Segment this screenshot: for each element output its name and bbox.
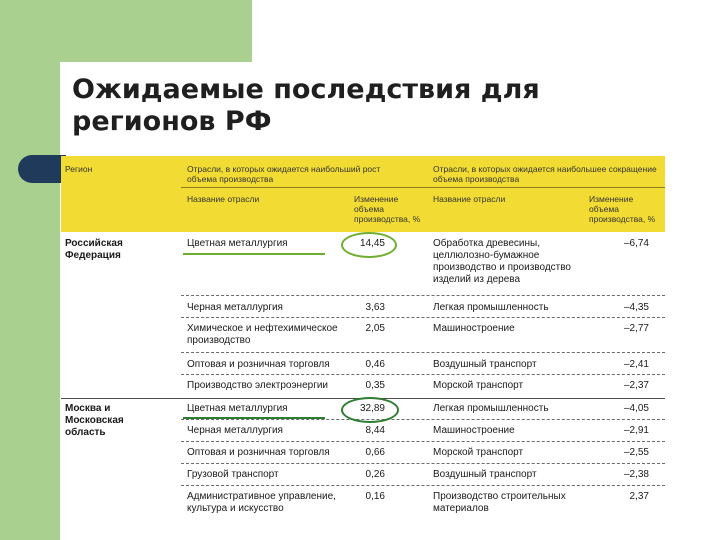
growth-value-cell: 0,16	[365, 491, 385, 502]
growth-value-cell: 0,26	[365, 469, 385, 480]
navy-accent-tab	[18, 155, 66, 183]
growth-value-cell: 2,05	[365, 323, 385, 334]
growth-value-cell: 8,44	[365, 425, 385, 436]
growth-name-cell: Черная металлургия	[187, 425, 283, 436]
header-divider	[181, 187, 665, 188]
decline-value-cell: –2,91	[623, 425, 649, 436]
growth-name-cell: Оптовая и розничная торговля	[187, 359, 330, 370]
decline-value-cell: –2,38	[623, 469, 649, 480]
slide-title: Ожидаемые последствия для регионов РФ	[72, 74, 540, 137]
row-divider	[181, 374, 665, 375]
decline-value-cell: 2,37	[629, 491, 649, 502]
row-divider	[181, 295, 665, 296]
region-label: Российская Федерация	[65, 238, 123, 261]
growth-name-cell: Черная металлургия	[187, 302, 283, 313]
header-region: Регион	[65, 164, 93, 174]
decline-name-cell: Машиностроение	[433, 323, 515, 334]
growth-name-cell: Административное управление, культура и искусство	[187, 491, 336, 514]
decline-name-cell: Воздушный транспорт	[433, 359, 537, 370]
highlight-underline	[183, 417, 325, 419]
growth-value-cell: 32,89	[359, 403, 385, 414]
growth-name-cell: Оптовая и розничная торговля	[187, 447, 330, 458]
highlight-circle	[341, 232, 397, 258]
header-growth-group: Отрасли, в которых ожидается наибольший рост объема производства	[187, 164, 381, 184]
growth-name-cell: Грузовой транспорт	[187, 469, 279, 480]
table-header	[61, 156, 665, 232]
highlight-circle	[341, 397, 399, 423]
growth-value-cell: 14,45	[359, 238, 385, 249]
decline-name-cell: Машиностроение	[433, 425, 515, 436]
decline-name-cell: Морской транспорт	[433, 447, 524, 458]
header-growth-change: Изменение объема производства, %	[354, 194, 421, 224]
row-divider	[181, 441, 665, 442]
row-divider	[181, 352, 665, 353]
decline-name-cell: Обработка древесины, целлюлозно-бумажное производство и производство изделий из дерева	[433, 238, 571, 285]
growth-name-cell: Цветная металлургия	[187, 403, 288, 414]
growth-name-cell: Производство электроэнергии	[187, 380, 329, 391]
header-growth-name: Название отрасли	[187, 194, 260, 204]
growth-value-cell: 0,35	[365, 380, 385, 391]
growth-value-cell: 3,63	[365, 302, 385, 313]
header-decline-group: Отрасли, в которых ожидается наибольшее сокращение объема производства	[433, 164, 657, 184]
row-divider	[181, 317, 665, 318]
decline-name-cell: Легкая промышленность	[433, 302, 549, 313]
decline-value-cell: –2,55	[623, 447, 649, 458]
decline-value-cell: –2,77	[623, 323, 649, 334]
growth-value-cell: 0,46	[365, 359, 385, 370]
decline-name-cell: Воздушный транспорт	[433, 469, 537, 480]
header-decline-change: Изменение объема производства, %	[589, 194, 656, 224]
data-table	[61, 156, 665, 520]
header-decline-name: Название отрасли	[433, 194, 506, 204]
decline-value-cell: –4,35	[623, 302, 649, 313]
left-green-bar	[0, 0, 60, 540]
decline-value-cell: –4,05	[623, 403, 649, 414]
decline-value-cell: –2,41	[623, 359, 649, 370]
decline-name-cell: Легкая промышленность	[433, 403, 549, 414]
decline-name-cell: Производство строительных материалов	[433, 491, 566, 514]
decline-value-cell: –6,74	[623, 238, 649, 249]
growth-name-cell: Химическое и нефтехимическое производство	[187, 323, 338, 346]
row-divider	[181, 485, 665, 486]
highlight-underline	[183, 253, 325, 255]
row-divider	[181, 463, 665, 464]
growth-value-cell: 0,66	[365, 447, 385, 458]
growth-name-cell: Цветная металлургия	[187, 238, 288, 249]
decline-name-cell: Морской транспорт	[433, 380, 524, 391]
row-divider	[181, 419, 665, 420]
decline-value-cell: –2,37	[623, 380, 649, 391]
region-label: Москва и Московская область	[65, 403, 124, 438]
